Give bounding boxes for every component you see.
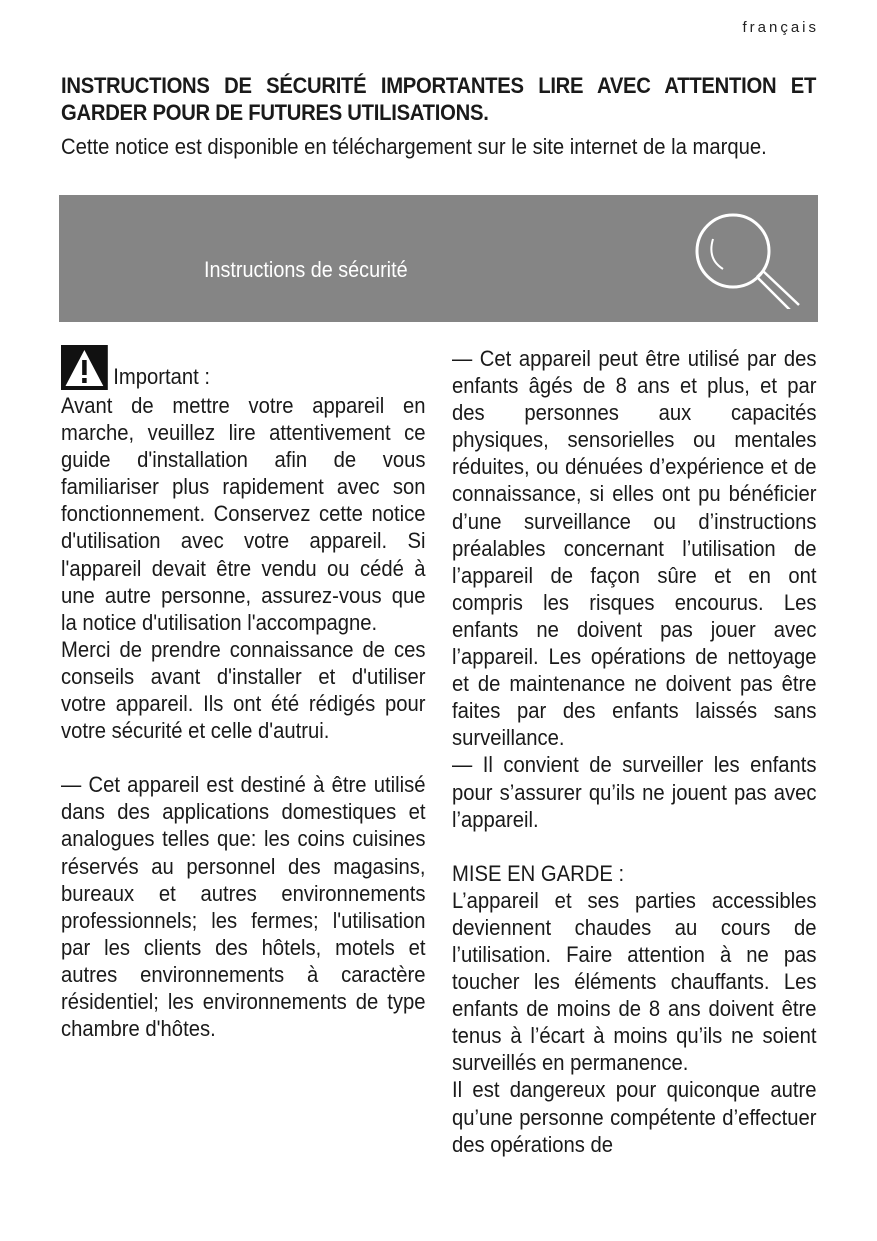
right-paragraph-2: — Il convient de surveiller les enfants pour s’assurer qu’ils ne jouent pas avec l’appareil.: [452, 752, 817, 832]
left-column: [61, 345, 466, 1042]
warning-icon: [61, 345, 108, 390]
left-paragraph-1: Avant de mettre votre appareil en marche, veuillez lire attentivement ce guide d'installation afin de vous familiariser plus rapidement avec son fonctionnement. Conservez cette notice d'utilisation avec votre appareil. Si l'appareil devait être vendu ou cédé à une autre personne, assurez-vous que la notice d'utilisation l'accompagne.: [61, 393, 426, 635]
intro-text: Cette notice est disponible en téléchargement sur le site internet de la marque.: [61, 134, 767, 159]
section-banner: [59, 195, 818, 322]
warning-heading: MISE EN GARDE :: [452, 860, 625, 886]
magnifier-icon: [691, 209, 801, 309]
important-label: Important :: [113, 364, 210, 389]
right-paragraph-4: Il est dangereux pour quiconque autre qu’une personne compétente d’effectuer des opérations de: [452, 1077, 817, 1157]
left-paragraph-3: — Cet appareil est destiné à être utilisé dans des applications domestiques et analogues telles que: les coins cuisines réservés au personnel des magasins, bureaux et autres environnements professionnels; les fermes; l'utilisation par les clients des hôtels, motels et autres environnements à caractère résidentiel; les environnements de type chambre d'hôtes.: [61, 772, 426, 1042]
banner-title: Instructions de sécurité: [204, 257, 408, 282]
language-label: français: [742, 19, 819, 36]
right-column: [452, 345, 857, 1158]
right-paragraph-3: L’appareil et ses parties accessibles deviennent chaudes au cours de l’utilisation. Faire attention à ne pas toucher les éléments chauffants. Les enfants de moins de 8 ans doivent être tenus à l’écart à moins qu’ils ne soient surveillés en permanence.: [452, 887, 817, 1076]
important-row: [61, 345, 426, 390]
right-paragraph-1: — Cet appareil peut être utilisé par des enfants âgés de 8 ans et plus, et par des personnes aux capacités physiques, sensorielles ou mentales réduites, ou dénuées d’expérience et de connaissance, si elles ont pu bénéficier d’une surveillance ou d’instructions préalables concernant l’utilisation de l’appareil de façon sûre et en ont compris les risques encourus. Les enfants ne doivent pas jouer avec l’appareil. Les opérations de nettoyage et de maintenance ne doivent pas être faites par des enfants laissés sans surveillance.: [452, 346, 817, 751]
left-paragraph-2: Merci de prendre connaissance de ces conseils avant d'installer et d'utiliser votre appareil. Ils ont été rédigés pour votre sécurité et celle d'autrui.: [61, 636, 426, 744]
safety-heading: INSTRUCTIONS DE SÉCURITÉ IMPORTANTES LIRE AVEC ATTENTION ET GARDER POUR DE FUTURES UTILISATIONS.: [61, 73, 817, 125]
